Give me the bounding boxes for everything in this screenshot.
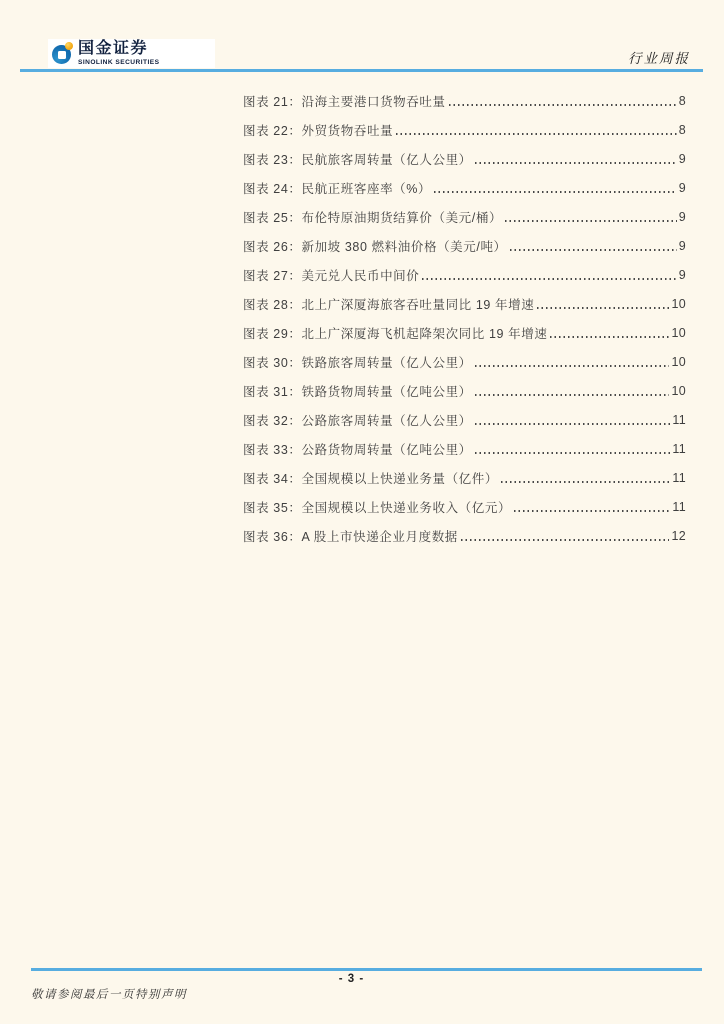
brand-name-cn: 国金证券 [78, 39, 149, 57]
toc-entry-page-number: 11 [672, 499, 686, 514]
toc-dot-leader [434, 191, 677, 193]
toc-dot-leader [422, 278, 676, 280]
toc-entry[interactable] [243, 289, 686, 318]
toc-dot-leader [475, 162, 677, 164]
brand-logo [48, 39, 215, 68]
toc-dot-leader [505, 220, 677, 222]
toc-dot-leader [537, 307, 669, 309]
toc-entry-page-number: 8 [678, 122, 686, 137]
table-of-contents [243, 86, 686, 550]
toc-entry-page-number: 9 [678, 267, 686, 282]
toc-entry-label: 图表 35：全国规模以上快递业务收入（亿元） [243, 500, 512, 515]
toc-entry-label: 图表 30：铁路旅客周转量（亿人公里） [243, 355, 472, 370]
toc-entry-label: 图表 22：外贸货物吞吐量 [243, 123, 394, 138]
toc-entry-label: 图表 27：美元兑人民币中间价 [243, 268, 420, 283]
toc-dot-leader [396, 133, 677, 135]
logo-orange-dot [65, 42, 73, 50]
toc-entry[interactable] [243, 463, 686, 492]
toc-dot-leader [475, 394, 670, 396]
toc-dot-leader [475, 452, 671, 454]
toc-entry-label: 图表 23：民航旅客周转量（亿人公里） [243, 152, 472, 167]
toc-entry-label: 图表 33：公路货物周转量（亿吨公里） [243, 442, 472, 457]
toc-entry-page-number: 10 [671, 383, 686, 398]
toc-entry[interactable] [243, 347, 686, 376]
toc-entry[interactable] [243, 173, 686, 202]
toc-entry[interactable] [243, 376, 686, 405]
toc-entry-page-number: 9 [678, 209, 686, 224]
toc-entry-label: 图表 25：布伦特原油期货结算价（美元/桶） [243, 210, 503, 225]
toc-entry-page-number: 8 [678, 93, 686, 108]
toc-dot-leader [514, 510, 670, 512]
toc-dot-leader [501, 481, 670, 483]
toc-entry[interactable] [243, 492, 686, 521]
toc-entry-label: 图表 29：北上广深厦海飞机起降架次同比 19 年增速 [243, 326, 548, 341]
toc-entry[interactable] [243, 115, 686, 144]
page-number: - 3 - [338, 973, 365, 985]
toc-entry-label: 图表 32：公路旅客周转量（亿人公里） [243, 413, 472, 428]
brand-text [78, 41, 159, 67]
toc-entry-label: 图表 21：沿海主要港口货物吞吐量 [243, 94, 446, 109]
toc-entry-label: 图表 26：新加坡 380 燃料油价格（美元/吨） [243, 239, 507, 254]
toc-entry[interactable] [243, 405, 686, 434]
toc-entry[interactable] [243, 521, 686, 550]
toc-entry-page-number: 10 [671, 354, 686, 369]
toc-entry[interactable] [243, 318, 686, 347]
toc-entry-page-number: 9 [678, 180, 686, 195]
toc-entry-page-number: 12 [671, 528, 686, 543]
sinolink-logo-icon [52, 42, 74, 66]
toc-entry-page-number: 11 [672, 412, 686, 427]
toc-dot-leader [461, 539, 670, 541]
toc-dot-leader [550, 336, 669, 338]
toc-entry-label: 图表 36：A 股上市快递企业月度数据 [243, 529, 458, 544]
toc-entry-page-number: 10 [671, 296, 686, 311]
toc-entry-page-number: 11 [672, 441, 686, 456]
report-type-label: 行业周报 [628, 51, 690, 66]
toc-entry-label: 图表 28：北上广深厦海旅客吞吐量同比 19 年增速 [243, 297, 535, 312]
toc-dot-leader [475, 365, 670, 367]
footer-disclaimer: 敬请参阅最后一页特别声明 [31, 989, 187, 1001]
toc-dot-leader [449, 104, 677, 106]
toc-entry-page-number: 10 [671, 325, 686, 340]
toc-entry-page-number: 11 [672, 470, 686, 485]
toc-entry-label: 图表 34：全国规模以上快递业务量（亿件） [243, 471, 498, 486]
toc-entry-page-number: 9 [678, 151, 686, 166]
toc-dot-leader [475, 423, 671, 425]
toc-entry-page-number: 9 [678, 238, 686, 253]
toc-entry[interactable] [243, 202, 686, 231]
toc-entry-label: 图表 31：铁路货物周转量（亿吨公里） [243, 384, 472, 399]
toc-entry[interactable] [243, 144, 686, 173]
toc-entry[interactable] [243, 86, 686, 115]
toc-entry[interactable] [243, 260, 686, 289]
toc-dot-leader [510, 249, 677, 251]
toc-entry-label: 图表 24：民航正班客座率（%） [243, 181, 432, 196]
logo-notch-shape [58, 51, 66, 59]
toc-entry[interactable] [243, 231, 686, 260]
brand-name-en: SINOLINK SECURITIES [78, 59, 160, 67]
header-divider-line [20, 69, 703, 72]
footer-divider-line [31, 968, 702, 971]
toc-entry[interactable] [243, 434, 686, 463]
